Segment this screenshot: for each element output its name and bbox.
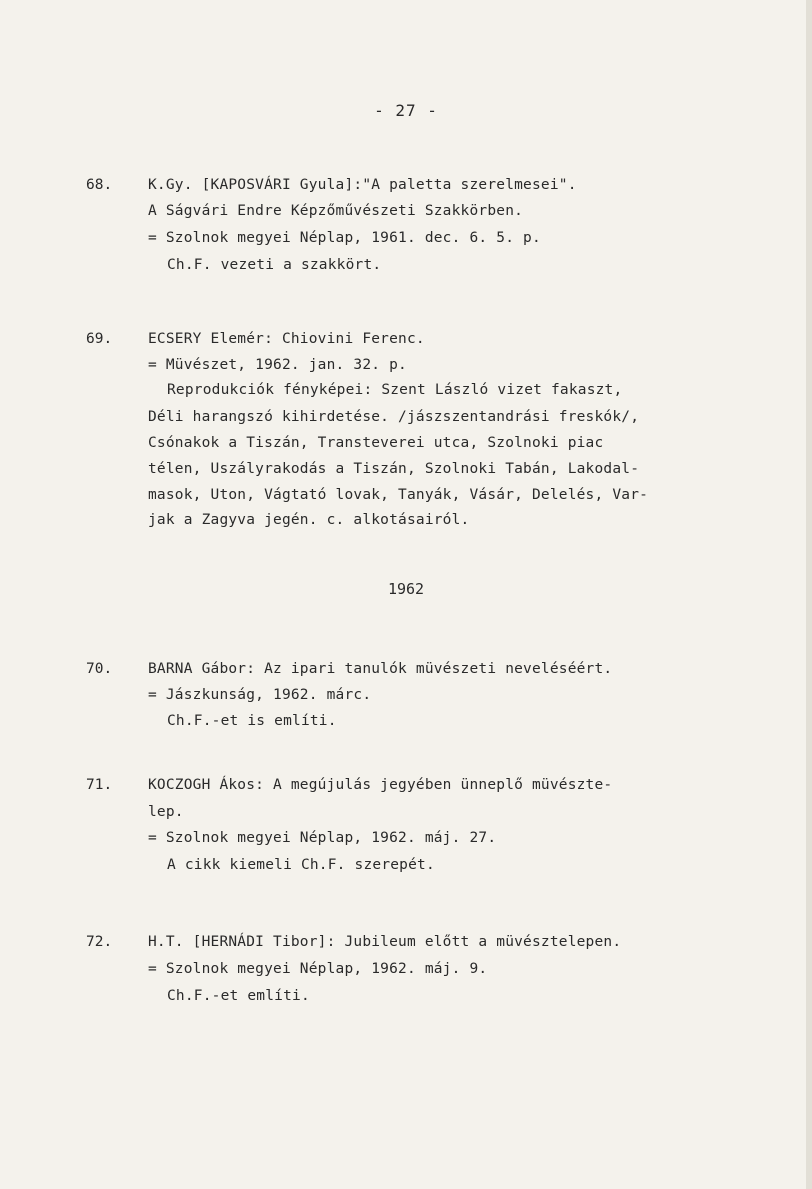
entry-number: 70. (86, 661, 113, 677)
entry-line: Csónakok a Tiszán, Transteverei utca, Szolnoki piac (148, 435, 604, 451)
entry-line: jak a Zagyva jegén. c. alkotásairól. (148, 512, 470, 528)
entry-line: = Jászkunság, 1962. márc. (148, 687, 372, 703)
entry-line: Ch.F.-et említi. (167, 988, 310, 1004)
entry-line: = Szolnok megyei Néplap, 1962. máj. 9. (148, 961, 488, 977)
page-number: - 27 - (374, 101, 438, 120)
entry-line: lep. (148, 804, 184, 820)
entry-number: 71. (86, 777, 113, 793)
entry-number: 69. (86, 331, 113, 347)
entry-line: Reprodukciók fényképei: Szent László vizet fakaszt, (167, 382, 623, 398)
entry-line: A cikk kiemeli Ch.F. szerepét. (167, 857, 435, 873)
entry-line: Ch.F. vezeti a szakkört. (167, 257, 382, 273)
entry-line: A Ságvári Endre Képzőművészeti Szakkörben. (148, 203, 524, 219)
entry-line: = Müvészet, 1962. jan. 32. p. (148, 357, 407, 373)
section-year-heading: 1962 (387, 580, 425, 598)
entry-line: télen, Uszályrakodás a Tiszán, Szolnoki Tabán, Lakodal- (148, 461, 640, 477)
entry-number: 72. (86, 934, 113, 950)
entry-line: KOCZOGH Ákos: A megújulás jegyében ünneplő müvészte- (148, 777, 613, 793)
entry-line: ECSERY Elemér: Chiovini Ferenc. (148, 331, 425, 347)
entry-line: BARNA Gábor: Az ipari tanulók müvészeti neveléséért. (148, 661, 613, 677)
entry-line: masok, Uton, Vágtató lovak, Tanyák, Vásár, Delelés, Var- (148, 487, 649, 503)
page-edge (806, 0, 812, 1189)
entry-line: Ch.F.-et is említi. (167, 713, 337, 729)
entry-line: K.Gy. [KAPOSVÁRI Gyula]:"A paletta szerelmesei". (148, 177, 577, 193)
entry-line: H.T. [HERNÁDI Tibor]: Jubileum előtt a müvésztelepen. (148, 934, 622, 950)
entry-number: 68. (86, 177, 113, 193)
entry-line: = Szolnok megyei Néplap, 1962. máj. 27. (148, 830, 497, 846)
entry-line: = Szolnok megyei Néplap, 1961. dec. 6. 5. p. (148, 230, 541, 246)
entry-line: Déli harangszó kihirdetése. /jászszentandrási freskók/, (148, 409, 640, 425)
